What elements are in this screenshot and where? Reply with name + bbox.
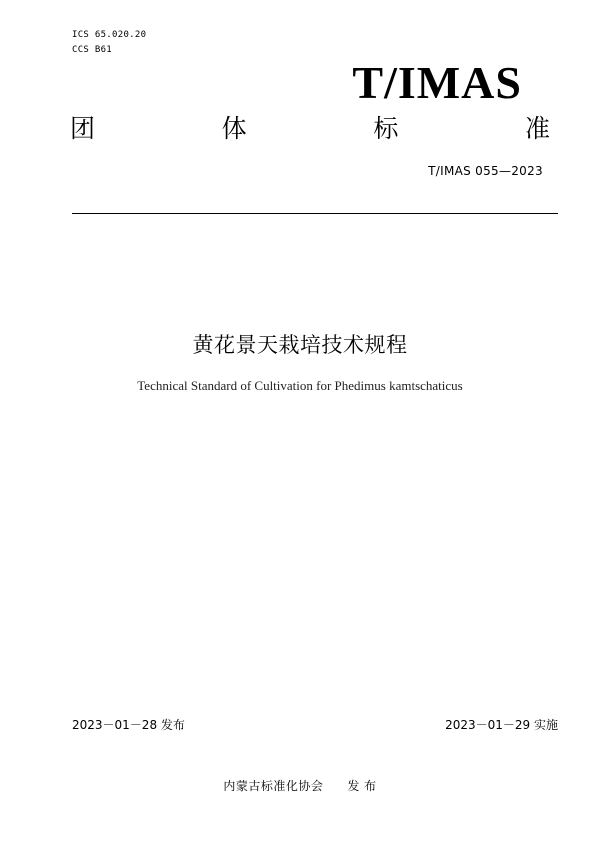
ics-code: ICS 65.020.20 [72, 30, 147, 40]
standard-logo: T/IMAS [352, 57, 522, 108]
ccs-code: CCS B61 [72, 45, 113, 55]
publisher-line [0, 777, 600, 794]
category-char: 准 [524, 114, 550, 143]
publish-label: 发 布 [347, 779, 377, 793]
header-divider [72, 213, 558, 214]
issue-date: 2023－01－28 发布 [72, 718, 185, 732]
document-title-english: Technical Standard of Cultivation for Phedimus kamtschaticus [137, 378, 463, 393]
publisher-name: 内蒙古标准化协会 [223, 779, 324, 793]
standard-number: T/IMAS 055—2023 [428, 164, 543, 178]
implementation-date: 2023－01－29 实施 [445, 718, 558, 732]
standard-category [70, 116, 550, 141]
category-char: 标 [373, 114, 399, 143]
document-title-chinese: 黄花景天栽培技术规程 [192, 333, 408, 357]
category-char: 体 [221, 114, 247, 143]
category-char: 团 [70, 114, 96, 143]
